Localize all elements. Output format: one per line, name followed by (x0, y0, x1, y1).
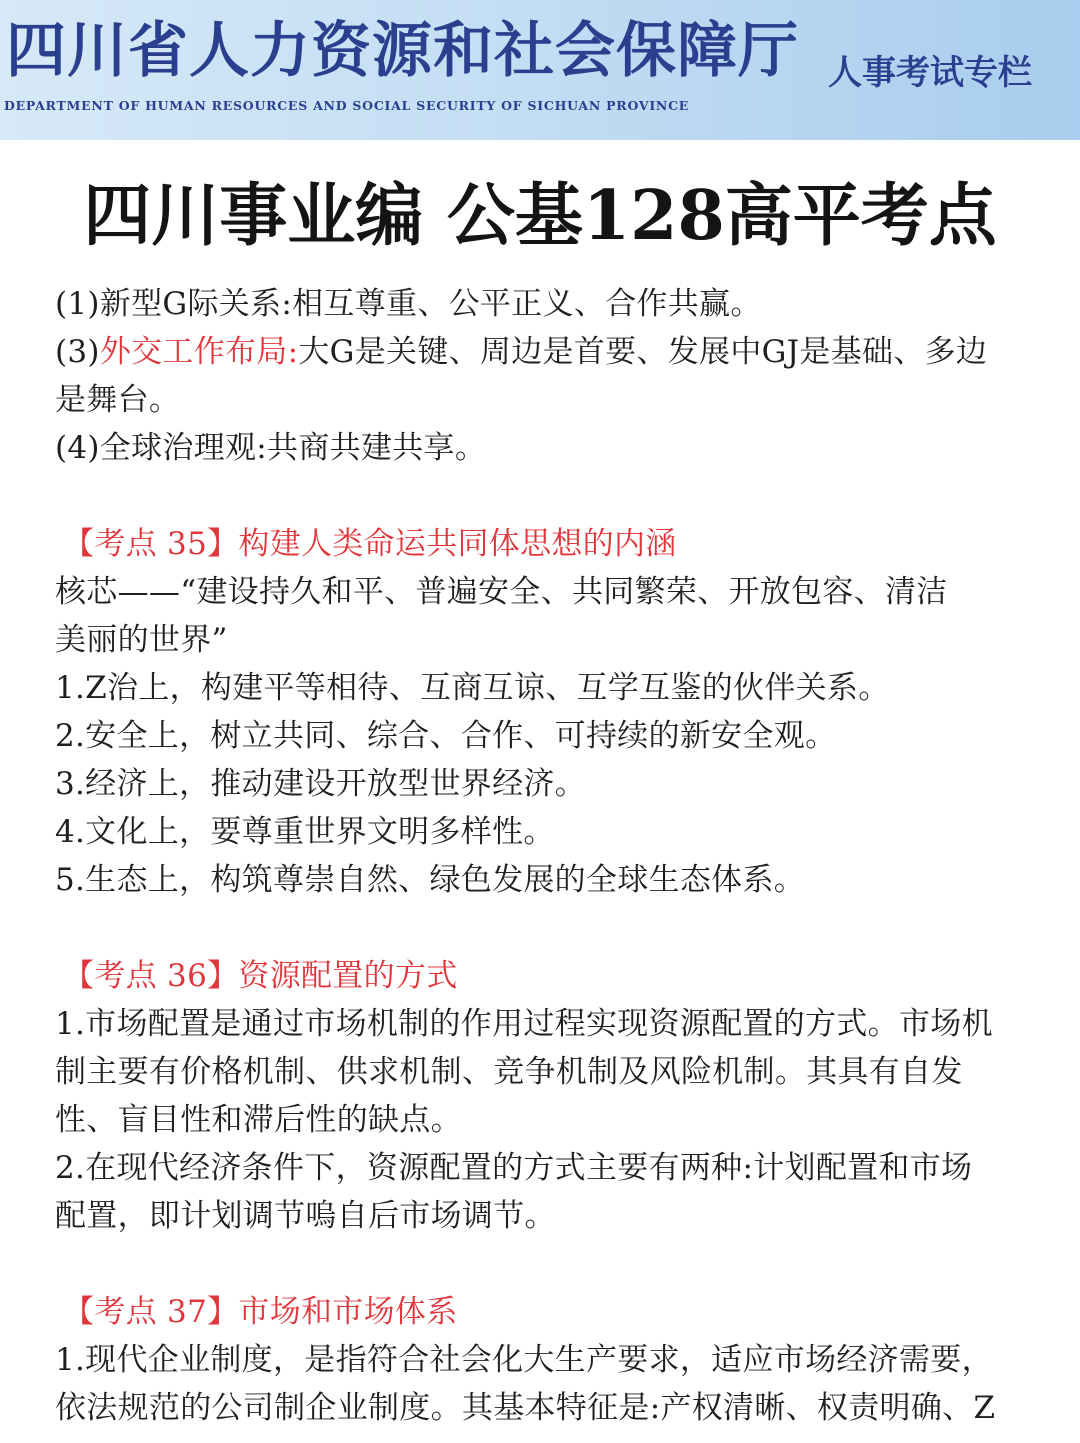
section-36-line: 1.市场配置是通过市场机制的作用过程实现资源配置的方式。市场机 (55, 1006, 993, 1042)
section-35-line: 5.生态上，构筑尊崇自然、绿色发展的全球生态体系。 (55, 862, 806, 898)
intro-line-2 (55, 328, 1030, 376)
section-35-line: 2.安全上，树立共同、综合、合作、可持续的新安全观。 (55, 718, 837, 754)
section-35-line: 美丽的世界” (55, 622, 228, 658)
section-37-heading: 【考点 37】市场和市场体系 (63, 1294, 458, 1330)
department-name: 四川省人力资源和社会保障厅 (6, 16, 799, 86)
department-english-name: DEPARTMENT OF HUMAN RESOURCES AND SOCIAL SECURITY OF SICHUAN PROVINCE (4, 98, 690, 113)
section-37-line: 依法规范的公司制企业制度。其基本特征是:产权清晰、权责明确、Z (55, 1390, 996, 1426)
section-35-line: 4.文化上，要尊重世界文明多样性。 (55, 814, 555, 850)
section-35-line: 核芯——“建设持久和平、普遍安全、共同繁荣、开放包容、清洁 (55, 574, 948, 610)
section-36-heading: 【考点 36】资源配置的方式 (63, 958, 458, 994)
intro-line-2-prefix: (3) (55, 334, 100, 370)
header-banner (0, 0, 1080, 140)
section-36-line: 性、盲目性和滞后性的缺点。 (55, 1102, 462, 1138)
intro-line-2-highlight: 外交工作布局: (99, 334, 299, 370)
section-35-line: 3.经济上，推动建设开放型世界经济。 (55, 766, 586, 802)
section-35-heading: 【考点 35】构建人类命运共同体思想的内涵 (63, 526, 677, 562)
section-37-line: 1.现代企业制度，是指符合社会化大生产要求，适应市场经济需要， (55, 1342, 993, 1378)
intro-line-3: 是舞台。 (55, 382, 181, 418)
section-36-line: 配置，即计划调节嗚自后市场调节。 (55, 1198, 556, 1234)
exam-column-label: 人事考试专栏 (828, 53, 1032, 93)
intro-line-4: (4)全球治理观:共商共建共享。 (55, 430, 487, 466)
intro-line-2-rest: 大G是关键、周边是首要、发展中GJ是基础、多边 (298, 334, 988, 370)
article-body (55, 280, 1030, 1432)
section-36-line: 2.在现代经济条件下，资源配置的方式主要有两种:计划配置和市场 (55, 1150, 973, 1186)
intro-line-1: (1)新型G际关系:相互尊重、公平正义、合作共赢。 (55, 286, 762, 322)
page-title: 四川事业编 公基128高平考点 (83, 176, 997, 256)
section-36-line: 制主要有价格机制、供求机制、竞争机制及风险机制。其具有自发 (55, 1054, 963, 1090)
section-35-line: 1.Z治上，构建平等相待、互商互谅、互学互鉴的伙伴关系。 (55, 670, 890, 706)
